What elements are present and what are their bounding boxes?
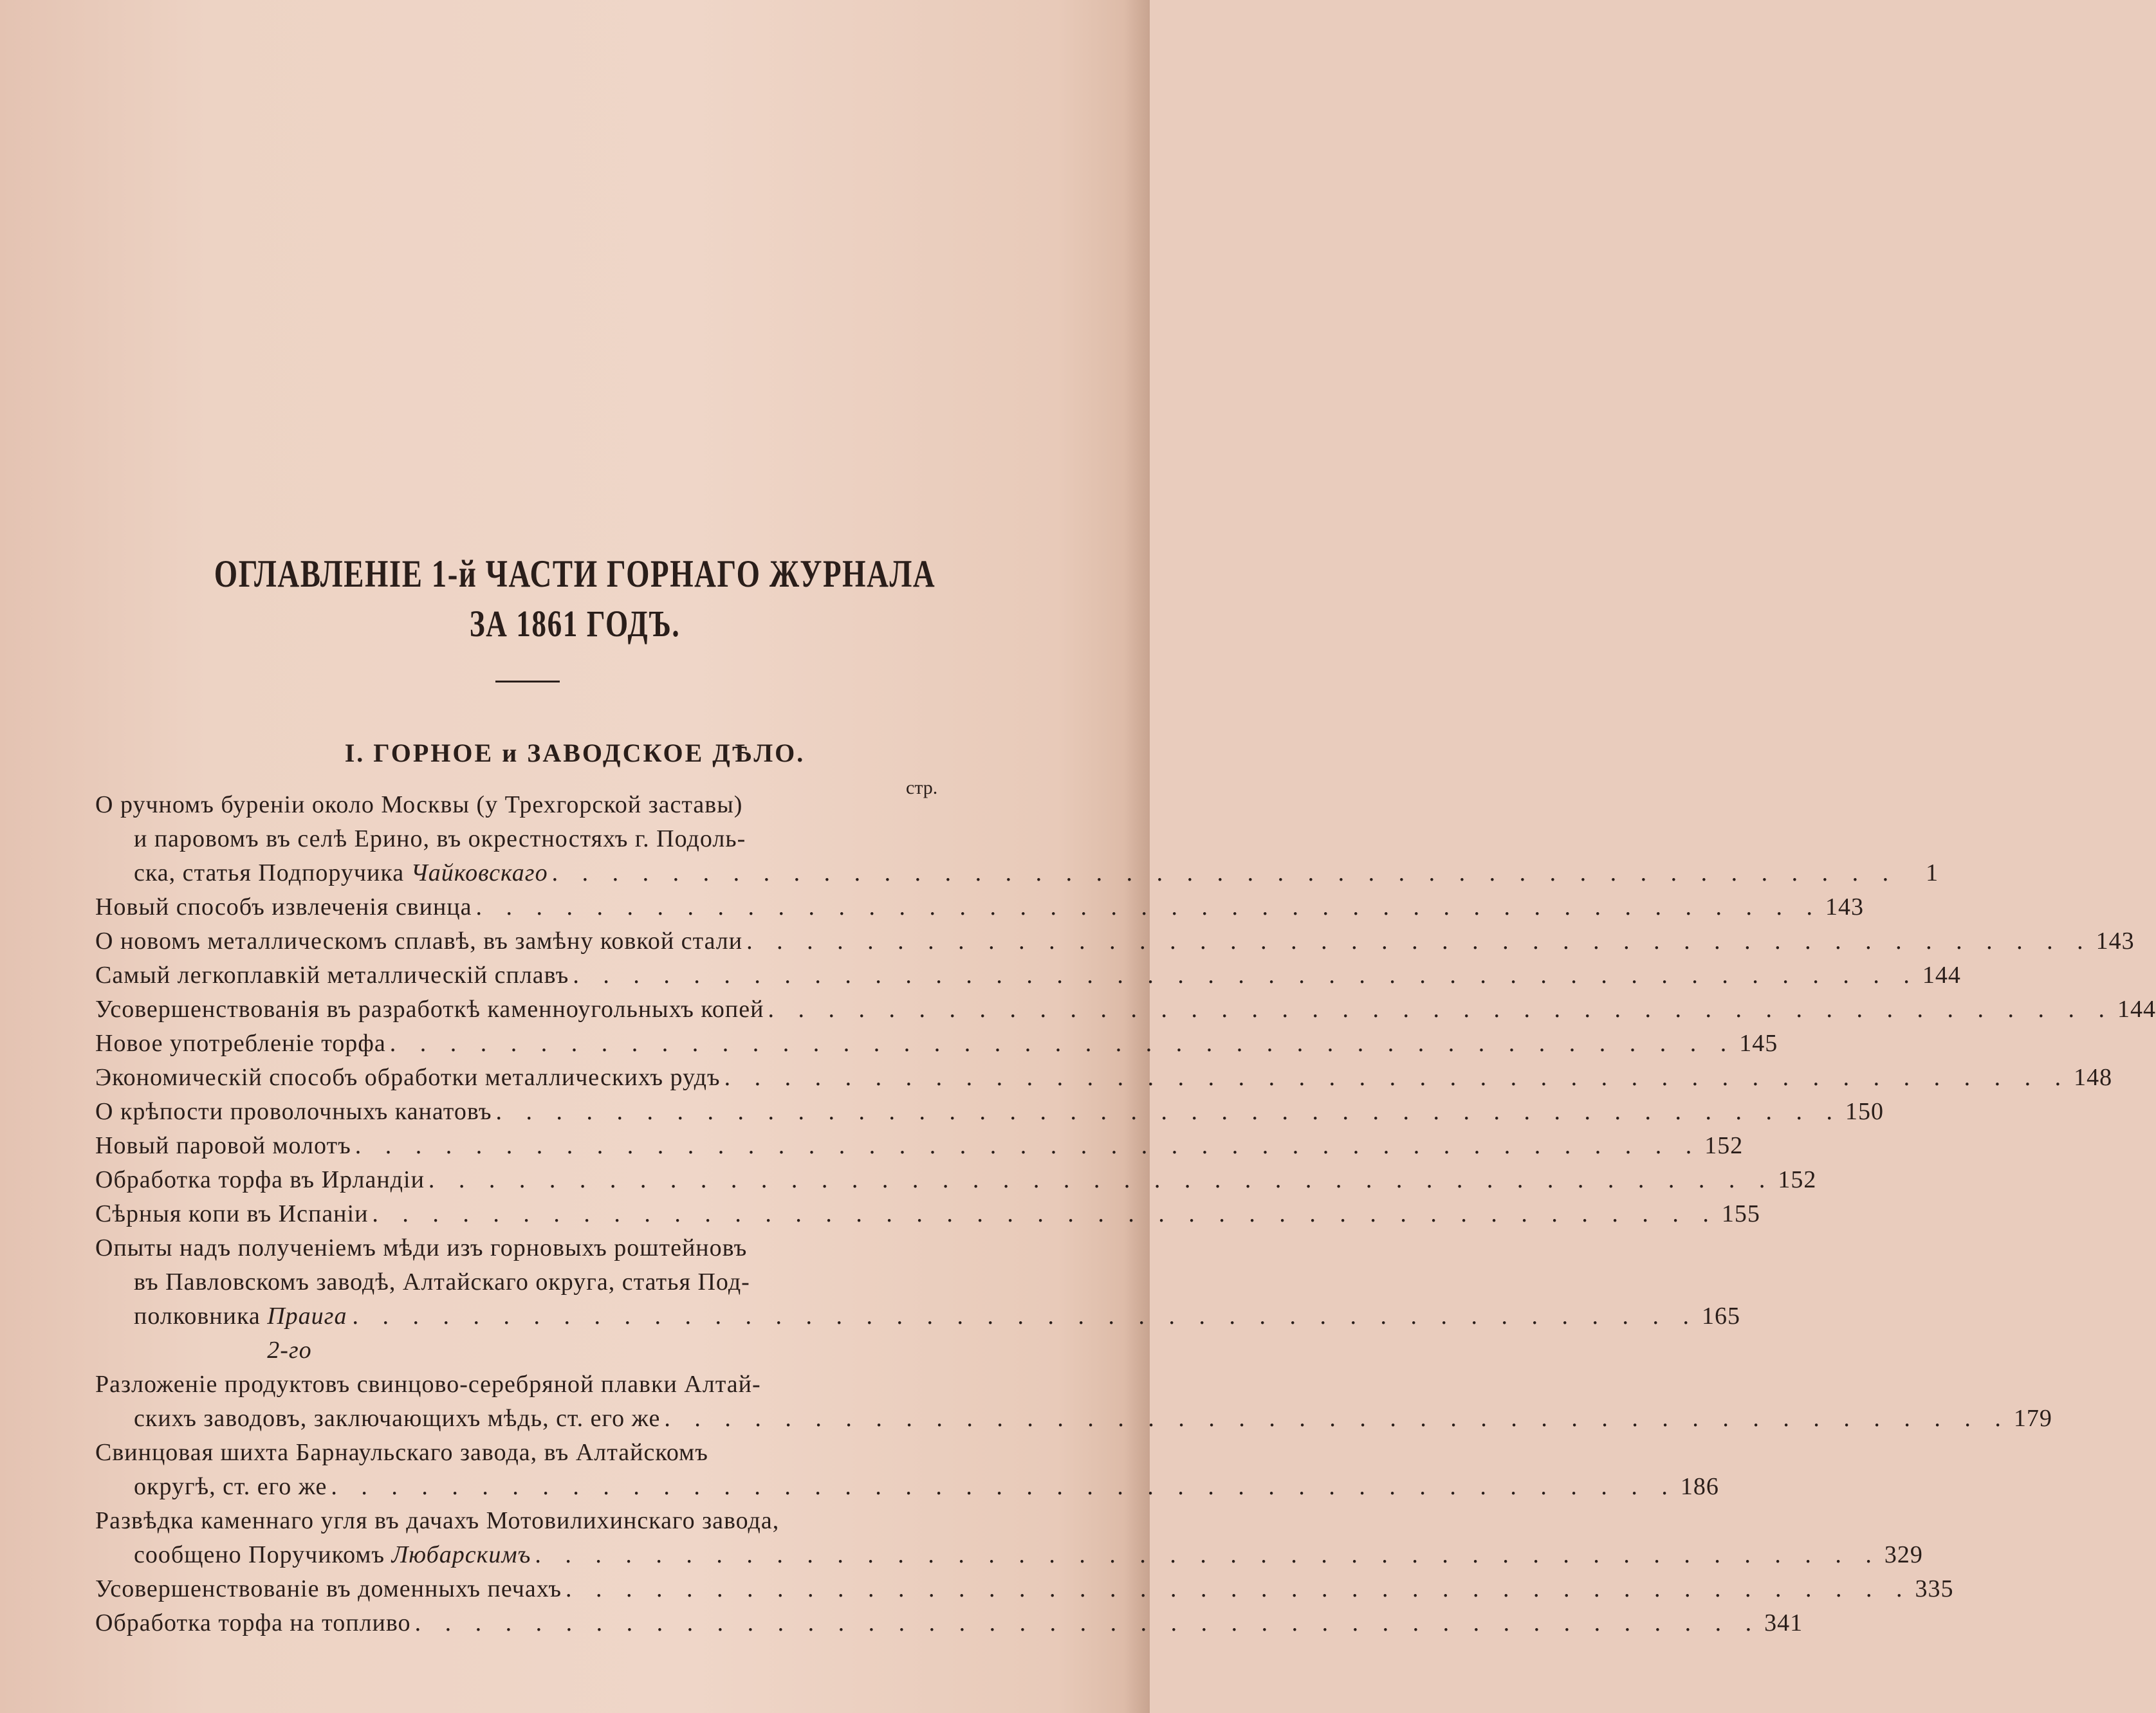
toc-page-number: 152 [1704, 1132, 1744, 1159]
toc-entry-line-text: Усовершенствованія въ разработкѣ каменноугольныхъ копей [95, 996, 764, 1023]
toc-entry-line [95, 1436, 1719, 1470]
toc-entry-line-text: и паровомъ въ селѣ Ерино, въ окрестностяхъ г. Подоль- [134, 825, 746, 852]
toc-entry-line-text: Сѣрныя копи въ Испаніи [95, 1200, 369, 1227]
toc-entry-text [95, 1368, 2052, 1436]
toc-entry-line [95, 1402, 2052, 1436]
section-heading: I. ГОРНОЕ и ЗАВОДСКОЕ ДѢЛО. [344, 738, 806, 767]
dot-leader [355, 1129, 1701, 1163]
toc-entry-author: Праига 2-го [267, 1303, 347, 1364]
toc-entry-line [95, 1504, 1923, 1538]
toc-entry-line [95, 924, 2135, 958]
toc-entry-text [95, 1095, 1884, 1129]
toc-entry-line [95, 788, 1939, 822]
toc-entry [95, 924, 2135, 958]
toc-entry [95, 1504, 1923, 1572]
toc-entry-text [95, 1504, 1923, 1572]
toc-entry [95, 1572, 1954, 1606]
dot-leader [535, 1538, 1881, 1572]
toc-entry-text [95, 890, 1864, 924]
toc-entry-line-text: Экономическій способъ обработки металлическихъ рудъ [95, 1064, 721, 1091]
document-title-line-1: ОГЛАВЛЕНІЕ 1-й ЧАСТИ ГОРНАГО ЖУРНАЛА [214, 553, 936, 595]
toc-page-number: 155 [1721, 1200, 1760, 1227]
toc-entry-line [95, 1606, 1803, 1640]
toc-page-number: 335 [1915, 1575, 1954, 1602]
toc-entry-line-text: Развѣдка каменнаго угля въ дачахъ Мотовилихинскаго завода, [95, 1507, 780, 1534]
toc-page-number: 144 [1922, 962, 1961, 989]
dot-leader [428, 1163, 1774, 1197]
toc-entry [95, 1129, 1744, 1163]
toc-entry-text [95, 1061, 2112, 1095]
toc-entry [95, 890, 1865, 924]
dot-leader [746, 924, 2092, 958]
toc-entry [95, 1163, 1817, 1197]
document-title-line-2: ЗА 1861 ГОДЪ. [469, 603, 681, 645]
toc-page-number: 144 [2117, 996, 2156, 1023]
toc-page-number: 1 [1926, 859, 1939, 886]
toc-entry-text [95, 924, 2135, 958]
toc-entry-text [95, 1231, 1739, 1368]
dot-leader [724, 1061, 2070, 1095]
toc-entry-line-text: Новый паровой молотъ [95, 1132, 351, 1159]
toc-page-number: 165 [1701, 1303, 1740, 1330]
toc-page-number: 148 [2074, 1064, 2113, 1091]
toc-entry-text [95, 958, 1961, 993]
toc-entry-line [95, 1163, 1816, 1197]
toc-entry-text [95, 1436, 1719, 1504]
toc-entry-text [95, 1163, 1816, 1197]
toc-entry-line-text: Свинцовая шихта Барнаульскаго завода, въ Алтайскомъ [95, 1439, 708, 1466]
toc-entry-line [95, 1299, 1739, 1368]
toc-entry [95, 993, 2156, 1027]
toc-entry-line [95, 1368, 2052, 1402]
dot-leader [390, 1027, 1736, 1061]
toc-entry-line [95, 993, 2156, 1027]
toc-entry-line [95, 1265, 1739, 1299]
toc-entry [95, 958, 1961, 993]
dot-leader [664, 1402, 2010, 1436]
toc-entry-line-text: Усовершенствованіе въ доменныхъ печахъ [95, 1575, 562, 1602]
dot-leader [415, 1606, 1761, 1640]
toc-entry-text [95, 1027, 1778, 1061]
toc-entry-line [95, 1231, 1739, 1265]
toc-entry [95, 788, 1939, 890]
toc-entry-line [95, 1095, 1884, 1129]
dot-leader [372, 1197, 1718, 1231]
toc-entry [95, 1061, 2113, 1095]
toc-page-number: 186 [1680, 1473, 1719, 1500]
toc-page-number: 179 [2013, 1405, 2052, 1432]
dot-leader [496, 1095, 1842, 1129]
toc-entry-line [95, 1129, 1743, 1163]
toc-entry-text [95, 1129, 1743, 1163]
toc-entry [95, 1027, 1778, 1061]
toc-entry-line-text: Самый легкоплавкій металлическій сплавъ [95, 962, 569, 989]
title-divider [495, 681, 560, 682]
toc-page-number: 329 [1884, 1541, 1923, 1568]
dot-leader [331, 1470, 1677, 1504]
toc-entry-line [95, 822, 1939, 856]
dot-leader [768, 993, 2114, 1027]
toc-entry-line-text: полковника [134, 1303, 268, 1330]
toc-entry-text [95, 1606, 1803, 1640]
toc-entry-line-text: Опыты надъ полученіемъ мѣди изъ горновыхъ роштейновъ [95, 1234, 748, 1261]
toc-entry-line-text: Обработка торфа на топливо [95, 1609, 411, 1636]
toc-entry-line [95, 890, 1864, 924]
toc-entry-text [95, 1572, 1954, 1606]
toc-entry-line [95, 1197, 1760, 1231]
page-column-label: стр. [906, 777, 938, 798]
toc-page-number: 143 [2096, 928, 2135, 955]
toc-page-number: 152 [1778, 1166, 1817, 1193]
toc-entry-author: Любарскимъ [391, 1541, 531, 1568]
toc-entry-line [95, 1061, 2112, 1095]
toc-entry-line-text: О ручномъ буреніи около Москвы (у Трехгорской заставы) [95, 791, 743, 818]
toc-entry [95, 1606, 1803, 1640]
toc-page-number: 341 [1764, 1609, 1803, 1636]
dot-leader [352, 1299, 1698, 1333]
toc-entry-text [95, 1197, 1760, 1231]
toc-entry-line [95, 958, 1961, 993]
toc-entry-line-text: Обработка торфа въ Ирландіи [95, 1166, 425, 1193]
toc-entry-text [95, 788, 1939, 890]
dot-leader [573, 958, 1919, 993]
toc-entry-line-text: Новое употребленіе торфа [95, 1030, 386, 1057]
toc-entry-line-text: О крѣпости проволочныхъ канатовъ [95, 1098, 492, 1125]
toc-entry-line-text: скихъ заводовъ, заключающихъ мѣдь, ст. его же [134, 1405, 661, 1432]
toc-entry-line-text: Новый способъ извлеченія свинца [95, 893, 472, 921]
toc-entry-line [95, 1027, 1778, 1061]
toc-entry-line-text: Разложеніе продуктовъ свинцово-серебряной плавки Алтай- [95, 1371, 761, 1398]
toc-entry [95, 1368, 2052, 1436]
toc-page-number: 143 [1825, 893, 1865, 921]
dot-leader [476, 890, 1822, 924]
toc-entry [95, 1231, 1740, 1368]
toc-entry-line-text: ска, статья Подпоручика [134, 859, 411, 886]
toc-entry-line [95, 1572, 1954, 1606]
toc-entry-line-text: О новомъ металлическомъ сплавѣ, въ замѣну ковкой стали [95, 928, 743, 955]
dot-leader [566, 1572, 1912, 1606]
dot-leader [552, 856, 1898, 890]
toc-page-number: 145 [1739, 1030, 1778, 1057]
toc-entry [95, 1095, 1884, 1129]
table-of-contents [95, 788, 2156, 1640]
toc-entry-line-text: сообщено Поручикомъ [134, 1541, 392, 1568]
toc-entry [95, 1436, 1719, 1504]
toc-entry-line [95, 1538, 1923, 1572]
toc-entry-line-text: въ Павловскомъ заводѣ, Алтайскаго округа, статья Под- [134, 1269, 750, 1296]
toc-entry [95, 1197, 1760, 1231]
toc-entry-line [95, 856, 1939, 890]
toc-page-number: 150 [1845, 1098, 1884, 1125]
toc-entry-line-text: округѣ, ст. его же [134, 1473, 327, 1500]
toc-entry-text [95, 993, 2156, 1027]
toc-entry-author: Чайковскаго [410, 859, 548, 886]
toc-entry-line [95, 1470, 1719, 1504]
